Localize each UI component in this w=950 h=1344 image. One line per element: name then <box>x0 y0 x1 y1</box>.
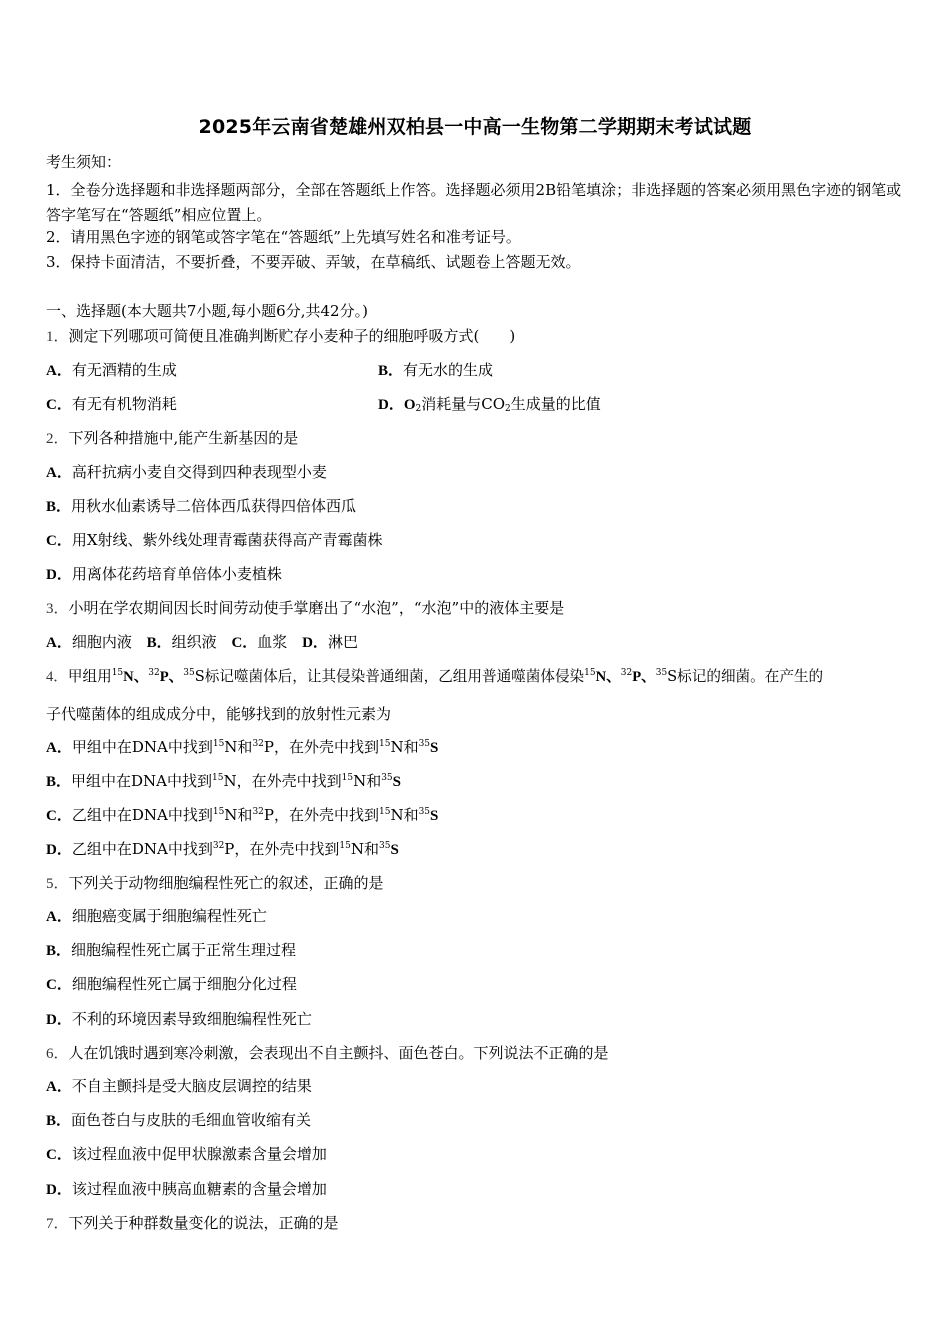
question-number: 1． <box>46 329 69 345</box>
question-stem: 测定下列哪项可简便且准确判断贮存小麦种子的细胞呼吸方式( ) <box>68 327 516 345</box>
question-number: 5． <box>46 876 69 892</box>
q1-options-row-1 <box>46 361 906 380</box>
question-number: 2． <box>46 431 69 447</box>
question-number: 6． <box>46 1046 69 1062</box>
option-a: A．不自主颤抖是受大脑皮层调控的结果 <box>46 1077 312 1095</box>
question-stem: 下列关于种群数量变化的说法，正确的是 <box>68 1214 339 1232</box>
question-number: 7． <box>46 1216 69 1232</box>
option-c: C．乙组中在DNA中找到$^{15}$N和$^{32}$P，在外壳中找到$^{15}$N和$^{35}$S <box>46 806 439 824</box>
option-b: B．面色苍白与皮肤的毛细血管收缩有关 <box>46 1111 312 1129</box>
notice-item-2: 2．请用黑色字迹的钢笔或答字笔在“答题纸”上先填写姓名和准考证号。 <box>46 228 521 246</box>
question-stem: 小明在学农期间因长时间劳动使手掌磨出了“水泡”，“水泡”中的液体主要是 <box>68 599 565 617</box>
question-4-stem-continued: 子代噬菌体的组成成分中，能够找到的放射性元素为 <box>46 705 392 723</box>
option-c: C．有无有机物消耗 <box>46 395 177 413</box>
option-c: C．细胞编程性死亡属于细胞分化过程 <box>46 975 297 993</box>
option-c: C．该过程血液中促甲状腺激素含量会增加 <box>46 1145 327 1163</box>
section-heading: 一、选择题(本大题共7小题,每小题6分,共42分。) <box>46 302 368 320</box>
option-b: B．组织液 <box>146 633 217 651</box>
q3-options <box>46 633 906 652</box>
option-b: B．甲组中在DNA中找到$^{15}$N，在外壳中找到$^{15}$N和$^{35}$S <box>46 772 401 790</box>
option-d: D．$O_2$消耗量与$CO_2$生成量的比值 <box>378 395 601 414</box>
question-1 <box>46 327 906 346</box>
page-title: 2025年云南省楚雄州双柏县一中高一生物第二学期期末考试试题 <box>198 116 752 138</box>
option-d: D．乙组中在DNA中找到$^{32}$P，在外壳中找到$^{15}$N和$^{35}$S <box>46 840 399 858</box>
notice-heading: 考生须知： <box>46 153 122 171</box>
option-d: D．不利的环境因素导致细胞编程性死亡 <box>46 1010 312 1028</box>
option-c: C．用X射线、紫外线处理青霉菌获得高产青霉菌株 <box>46 531 383 549</box>
question-7 <box>46 1214 906 1233</box>
question-stem: 人在饥饿时遇到寒冷刺激，会表现出不自主颤抖、面色苍白。下列说法不正确的是 <box>68 1044 609 1062</box>
option-d: D．该过程血液中胰高血糖素的含量会增加 <box>46 1180 327 1198</box>
question-4: 4．甲组用$^{15}$N、$^{32}$P、$^{35}$S标记噬菌体后，让其侵染普通细菌，乙组用普通噬菌体侵染$^{15}$N、$^{32}$P、$^{35}$S标记的细菌。在产生的 <box>46 668 824 685</box>
option-d: D．用离体花药培育单倍体小麦植株 <box>46 565 282 583</box>
question-3 <box>46 599 906 618</box>
option-b: B．有无水的生成 <box>378 361 494 379</box>
option-a: A．细胞内液 <box>46 633 132 651</box>
option-a: A．有无酒精的生成 <box>46 361 177 379</box>
question-5 <box>46 874 906 893</box>
question-stem: 下列各种措施中,能产生新基因的是 <box>68 429 299 447</box>
option-c: C．血浆 <box>231 633 288 651</box>
option-b: B．细胞编程性死亡属于正常生理过程 <box>46 941 297 959</box>
option-a: A．甲组中在DNA中找到$^{15}$N和$^{32}$P，在外壳中找到$^{15}$N和$^{35}$S <box>46 738 439 756</box>
notice-item-3: 3．保持卡面清洁，不要折叠，不要弄破、弄皱，在草稿纸、试题卷上答题无效。 <box>46 253 581 271</box>
option-a: A．细胞癌变属于细胞编程性死亡 <box>46 907 267 925</box>
question-6 <box>46 1044 906 1063</box>
question-number: 3． <box>46 601 69 617</box>
question-2 <box>46 429 906 448</box>
notice-item-1: 1．全卷分选择题和非选择题两部分，全部在答题纸上作答。选择题必须用2B铅笔填涂；非选择题的答案必须用黑色字迹的钢笔或答字笔写在“答题纸”相应位置上。 <box>46 181 902 224</box>
option-b: B．用秋水仙素诱导二倍体西瓜获得四倍体西瓜 <box>46 497 357 515</box>
option-a: A．高秆抗病小麦自交得到四种表现型小麦 <box>46 463 327 481</box>
question-stem: 下列关于动物细胞编程性死亡的叙述，正确的是 <box>68 874 384 892</box>
option-d: D．淋巴 <box>302 633 358 651</box>
q1-options-row-2 <box>46 395 906 414</box>
question-number: 4． <box>46 669 68 685</box>
